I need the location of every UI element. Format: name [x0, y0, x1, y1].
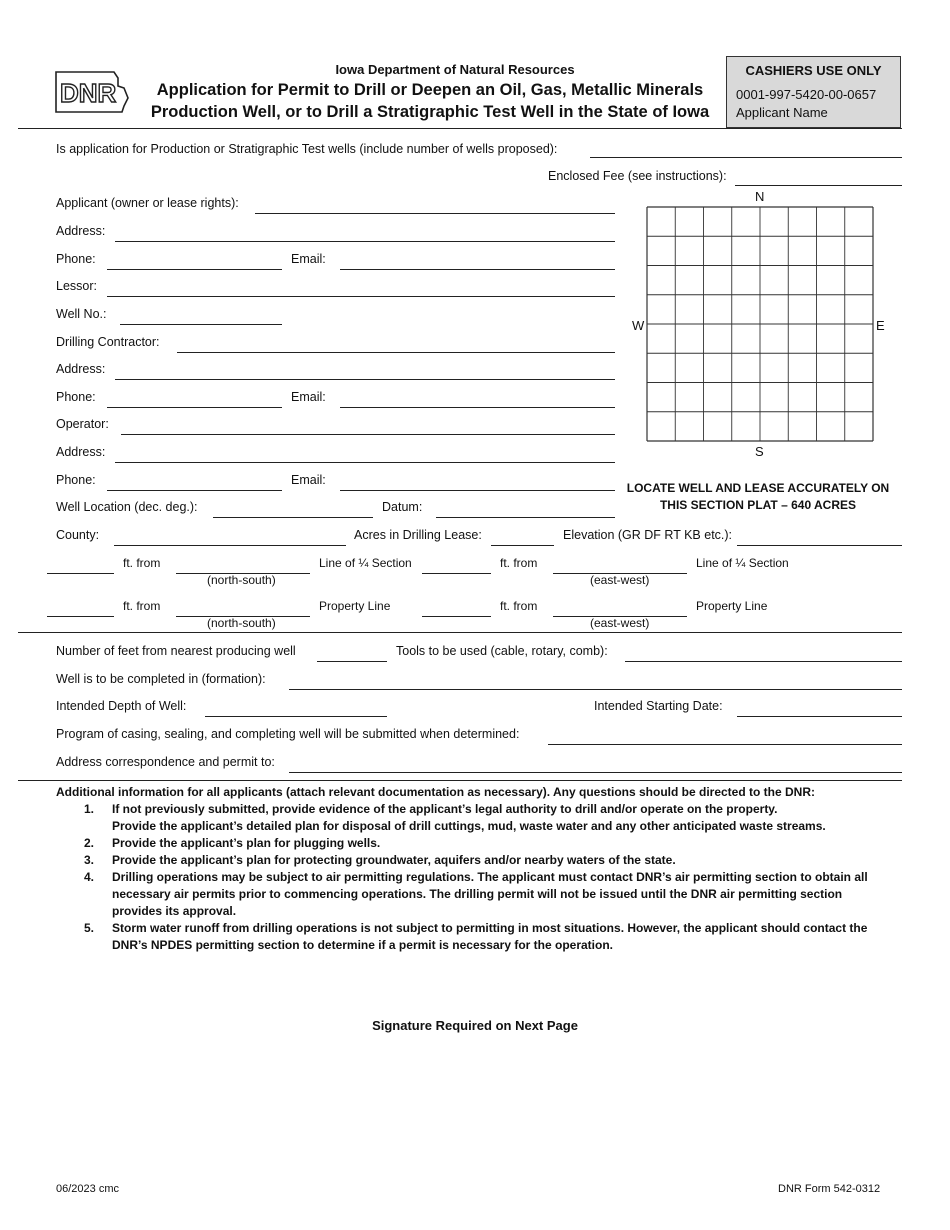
acres-label: Acres in Drilling Lease:: [354, 528, 482, 542]
item-number: 4.: [84, 870, 95, 884]
operator-phone-label: Phone:: [56, 473, 96, 487]
ns-property-ft-input[interactable]: [47, 601, 114, 617]
section-divider-1: [18, 632, 902, 633]
applicant-email-label: Email:: [291, 252, 326, 266]
datum-label: Datum:: [382, 500, 423, 514]
section-plat-grid[interactable]: [646, 206, 874, 442]
contractor-address-label: Address:: [56, 362, 106, 376]
enclosed-fee-label: Enclosed Fee (see instructions):: [548, 169, 727, 183]
contractor-phone-label: Phone:: [56, 390, 96, 404]
item-number: 2.: [84, 836, 95, 850]
footer-date-code: 06/2023 cmc: [56, 1183, 119, 1195]
ew-quarter-direction-input[interactable]: [553, 558, 687, 574]
operator-email-label: Email:: [291, 473, 326, 487]
applicant-address-label: Address:: [56, 224, 106, 238]
ew-quarter-line-label: Line of ¼ Section: [696, 556, 789, 570]
operator-address-label: Address:: [56, 445, 106, 459]
contractor-email-label: Email:: [291, 390, 326, 404]
casing-program-input[interactable]: [548, 729, 902, 745]
well-no-label: Well No.:: [56, 307, 107, 321]
applicant-address-input[interactable]: [115, 226, 615, 242]
ns-quarter-ft-from: ft. from: [123, 556, 161, 570]
drilling-contractor-label: Drilling Contractor:: [56, 335, 160, 349]
additional-info-item: [56, 869, 896, 920]
ew-property-caption: (east-west): [590, 616, 650, 630]
tools-input[interactable]: [625, 646, 902, 662]
operator-address-input[interactable]: [115, 447, 615, 463]
datum-input[interactable]: [436, 502, 615, 518]
county-input[interactable]: [114, 530, 346, 546]
item-number: 1.: [84, 802, 95, 816]
applicant-phone-label: Phone:: [56, 252, 96, 266]
lessor-input[interactable]: [107, 281, 615, 297]
operator-input[interactable]: [121, 419, 615, 435]
plat-north-label: N: [755, 189, 765, 204]
plat-caption-line-2: THIS SECTION PLAT – 640 ACRES: [659, 498, 857, 512]
well-location-input[interactable]: [213, 502, 373, 518]
plat-east-label: E: [876, 318, 885, 333]
correspondence-input[interactable]: [289, 757, 902, 773]
operator-label: Operator:: [56, 417, 109, 431]
ew-property-ft-input[interactable]: [422, 601, 491, 617]
applicant-input[interactable]: [255, 198, 615, 214]
item-line: Storm water runoff from drilling operations is not subject to permitting in most situations. However, the applicant should contact the: [112, 921, 868, 935]
ns-property-line-label: Property Line: [319, 599, 391, 613]
additional-info: [56, 784, 896, 954]
elevation-label: Elevation (GR DF RT KB etc.):: [563, 528, 733, 542]
title-line-2: Production Well, or to Drill a Stratigraphic Test Well in the State of Iowa: [150, 103, 710, 121]
applicant-label: Applicant (owner or lease rights):: [56, 196, 239, 210]
acres-input[interactable]: [491, 530, 554, 546]
contractor-phone-input[interactable]: [107, 392, 282, 408]
title-line-1: Application for Permit to Drill or Deepen an Oil, Gas, Metallic Minerals: [156, 81, 704, 99]
item-line: Provide the applicant’s detailed plan for disposal of drill cuttings, mud, waste water and any other anticipated waste streams.: [112, 819, 826, 833]
ns-property-direction-input[interactable]: [176, 601, 310, 617]
ew-property-line-label: Property Line: [696, 599, 768, 613]
casing-program-label: Program of casing, sealing, and completing well will be submitted when determined:: [56, 727, 520, 741]
ns-property-ft-from: ft. from: [123, 599, 161, 613]
operator-email-input[interactable]: [340, 475, 615, 491]
applicant-email-input[interactable]: [340, 254, 615, 270]
item-line: Provide the applicant’s plan for plugging wells.: [112, 836, 381, 850]
cashiers-use-box: [726, 56, 901, 128]
item-line: If not previously submitted, provide evidence of the applicant’s legal authority to drill and/or operate on the property.: [112, 802, 778, 816]
ns-quarter-line-label: Line of ¼ Section: [319, 556, 412, 570]
department-name: Iowa Department of Natural Resources: [335, 62, 575, 77]
county-label: County:: [56, 528, 100, 542]
correspondence-label: Address correspondence and permit to:: [56, 755, 275, 769]
formation-input[interactable]: [289, 674, 902, 690]
formation-label: Well is to be completed in (formation):: [56, 672, 266, 686]
nearest-producing-label: Number of feet from nearest producing well: [56, 644, 296, 658]
drilling-contractor-input[interactable]: [177, 337, 615, 353]
intended-depth-input[interactable]: [205, 701, 387, 717]
plat-caption-line-1: LOCATE WELL AND LEASE ACCURATELY ON: [626, 481, 890, 495]
production-strat-input[interactable]: [590, 142, 902, 158]
elevation-input[interactable]: [737, 530, 902, 546]
additional-info-list: [56, 801, 896, 954]
ew-quarter-ft-input[interactable]: [422, 558, 491, 574]
item-line: Drilling operations may be subject to air permitting regulations. The applicant must contact DNR’s air permitting section to obtain all: [112, 870, 868, 884]
applicant-phone-input[interactable]: [107, 254, 282, 270]
section-divider-2: [18, 780, 902, 781]
cashier-heading: CASHIERS USE ONLY: [745, 63, 882, 78]
nearest-producing-input[interactable]: [317, 646, 387, 662]
operator-phone-input[interactable]: [107, 475, 282, 491]
item-line: DNR’s NPDES permitting section to determine if a permit is necessary for the operation.: [112, 938, 613, 952]
header-divider: [18, 128, 902, 129]
well-no-input[interactable]: [120, 309, 282, 325]
ns-property-caption: (north-south): [207, 616, 276, 630]
contractor-address-input[interactable]: [115, 364, 615, 380]
intended-depth-label: Intended Depth of Well:: [56, 699, 187, 713]
item-line: provides its approval.: [112, 904, 237, 918]
ns-quarter-direction-input[interactable]: [176, 558, 310, 574]
additional-info-item: [56, 852, 896, 869]
tools-label: Tools to be used (cable, rotary, comb):: [396, 644, 608, 658]
logo-text: DNR: [60, 78, 117, 108]
additional-info-item: [56, 835, 896, 852]
cashier-account-code: 0001-997-5420-00-0657: [736, 87, 877, 102]
ns-quarter-ft-input[interactable]: [47, 558, 114, 574]
contractor-email-input[interactable]: [340, 392, 615, 408]
page-title: [140, 79, 720, 123]
footer-form-number: DNR Form 542-0312: [778, 1183, 881, 1195]
well-location-label: Well Location (dec. deg.):: [56, 500, 198, 514]
ew-property-ft-from: ft. from: [500, 599, 538, 613]
additional-info-intro: Additional information for all applicants (attach relevant documentation as necessary). Any questions should be directed to the DNR:: [56, 785, 816, 799]
intended-start-input[interactable]: [737, 701, 902, 717]
cashier-applicant-name: Applicant Name: [736, 105, 828, 120]
additional-info-item: [56, 801, 896, 835]
plat-west-label: W: [632, 318, 645, 333]
plat-south-label: S: [755, 444, 764, 459]
intended-start-label: Intended Starting Date:: [594, 699, 723, 713]
additional-info-item: [56, 920, 896, 954]
ns-quarter-caption: (north-south): [207, 573, 276, 587]
signature-note: Signature Required on Next Page: [372, 1018, 578, 1033]
production-strat-label: Is application for Production or Stratigraphic Test wells (include number of wells proposed):: [56, 142, 558, 156]
ew-quarter-caption: (east-west): [590, 573, 650, 587]
item-line: necessary air permits prior to commencing operations. The drilling permit will not be issued until the DNR air permitting section: [112, 887, 843, 901]
ew-property-direction-input[interactable]: [553, 601, 687, 617]
lessor-label: Lessor:: [56, 279, 97, 293]
item-number: 3.: [84, 853, 95, 867]
ew-quarter-ft-from: ft. from: [500, 556, 538, 570]
item-line: Provide the applicant’s plan for protecting groundwater, aquifers and/or nearby waters of the state.: [112, 853, 676, 867]
enclosed-fee-input[interactable]: [735, 170, 902, 186]
item-number: 5.: [84, 921, 95, 935]
